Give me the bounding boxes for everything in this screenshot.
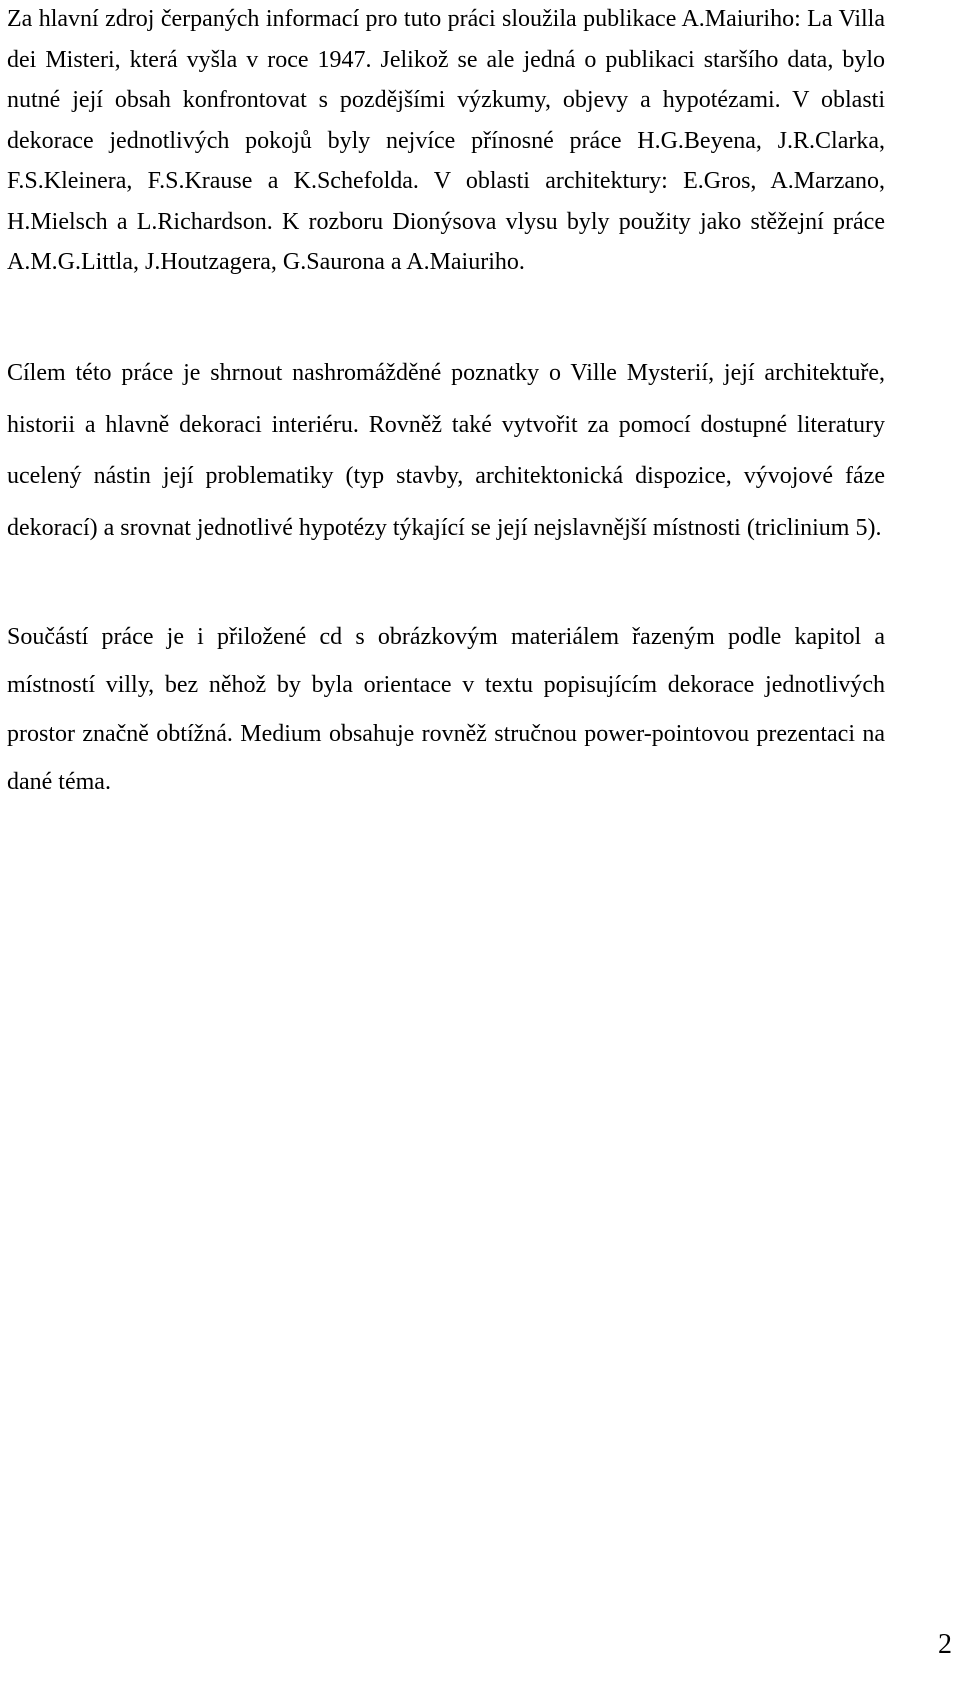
page-number: 2: [938, 1629, 952, 1660]
paragraph-aims: Cílem této práce je shrnout nashromážděné poznatky o Ville Mysterií, její architektuře, historii a hlavně dekoraci interiéru. Rovněž také vytvořit za pomocí dostupné literatury ucelený nástin její problematiky (typ stavby, architektonická dispozice, vývojové fáze dekorací) a srovnat jednotlivé hypotézy týkající se její nejslavnější místnosti (triclinium 5).: [7, 360, 885, 541]
paragraph-attachment: Součástí práce je i přiložené cd s obrázkovým materiálem řazeným podle kapitol a místností villy, bez něhož by byla orientace v textu popisujícím dekorace jednotlivých prostor značně obtížná. Medium obsahuje rovněž stručnou power-pointovou prezentaci na dané téma.: [7, 624, 885, 795]
paragraph-sources: Za hlavní zdroj čerpaných informací pro tuto práci sloužila publikace A.Maiuriho: La Villa dei Misteri, která vyšla v roce 1947. Jelikož se ale jedná o publikaci staršího data, bylo nutné její obsah konfrontovat s pozdějšími výzkumy, objevy a hypotézami. V oblasti dekorace jednotlivých pokojů byly nejvíce přínosné práce H.G.Beyena, J.R.Clarka, F.S.Kleinera, F.S.Krause a K.Schefolda. V oblasti architektury: E.Gros, A.Marzano, H.Mielsch a L.Richardson. K rozboru Dionýsova vlysu byly použity jako stěžejní práce A.M.G.Littla, J.Houtzagera, G.Saurona a A.Maiuriho.: [7, 6, 885, 275]
